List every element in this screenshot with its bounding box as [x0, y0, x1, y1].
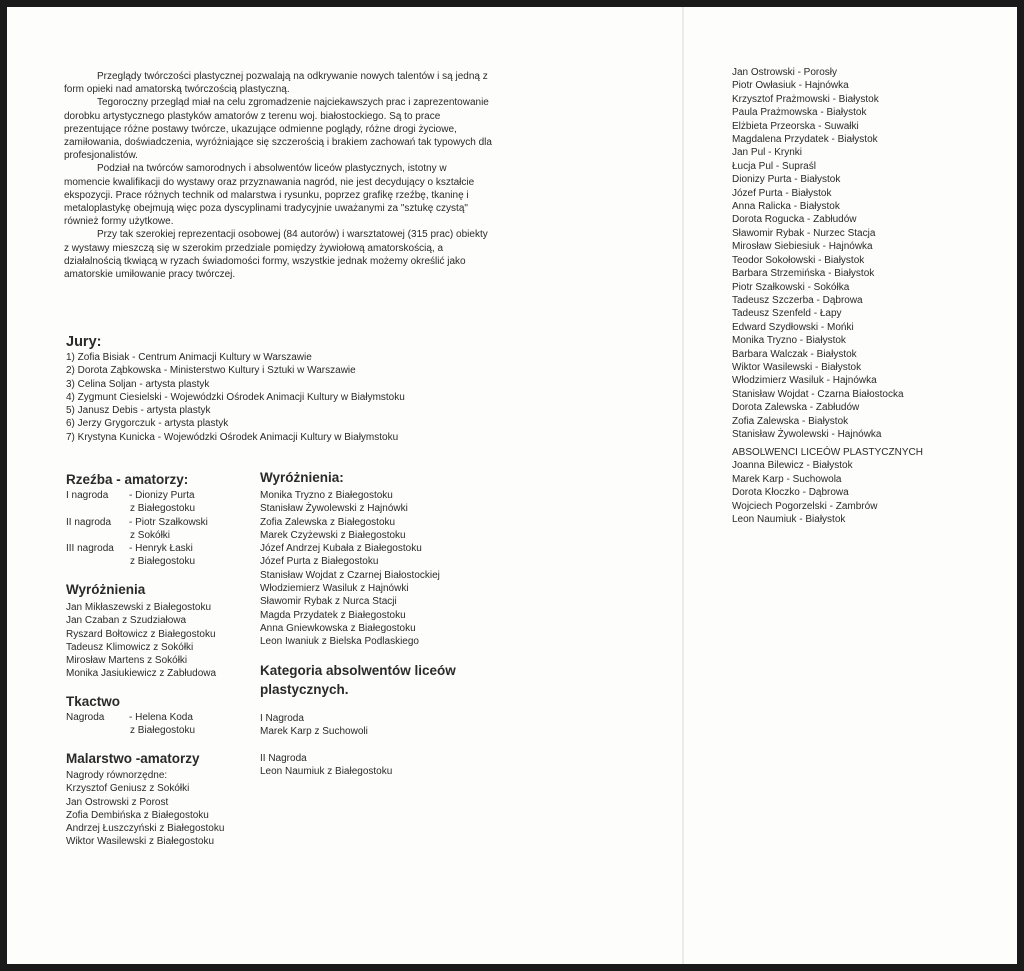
list-item: Krzysztof Prażmowski - Białystok [732, 93, 879, 105]
intro-paragraph-3: Podział na twórców samorodnych i absolwentów liceów plastycznych, istotny w momencie kwalifikacji do wystawy oraz przyznawania nagród, nie jest decydujący o kształcie ekspozycji. Prace różnych technik od malarstwa i rysunku, poprzez grafikę rzeźbę, tkaninę i metaloplastykę obejmują więc poza dyscyplinami tradycyjnie uważanymi za "sztukę czystą" również formy użytkowe. [64, 163, 475, 228]
list-item: Marek Karp - Suchowola [732, 473, 842, 485]
tkactwo-heading: Tkactwo [66, 694, 121, 709]
intro-paragraph-2: Tegoroczny przegląd miał na celu zgromadzenie najciekawszych prac i zaprezentowanie dorobku artystycznego plastyków amatorów z terenu woj. białostockiego. Są to prace prezentujące różne postawy twórcze, ukazujące odmienne poglądy, różne drogi życiowe, zamiłowania, doświadczenia, wyróżniające się szczerością i brakiem zachowań tak typowych dla profesjonalistów. [64, 97, 492, 162]
list-item: Paula Prażmowska - Białystok [732, 107, 867, 119]
list-item: Wiktor Wasilewski - Białystok [732, 361, 862, 373]
award-rank: I nagroda [66, 490, 109, 501]
list-item: Łucja Pul - Supraśl [732, 160, 816, 172]
list-item: Jan Pul - Krynki [732, 147, 803, 159]
award-rank: I Nagroda [260, 713, 304, 724]
award-place: z Białegostoku [130, 725, 196, 737]
list-item: Monika Tryzno z Białegostoku [260, 490, 393, 501]
list-item: Dorota Zalewska - Zabłudów [732, 402, 860, 414]
list-item: Barbara Strzemińska - Białystok [732, 268, 875, 280]
list-item: Leon Iwaniuk z Bielska Podlaskiego [260, 636, 419, 648]
list-item: Stanisław Wojdat z Czarnej Białostockiej [260, 569, 440, 581]
intro-text [64, 70, 492, 281]
list-item: Stanisław Żywolewski - Hajnówka [732, 428, 882, 440]
list-item: Mirosław Siebiesiuk - Hajnówka [732, 241, 873, 253]
list-item: Sławomir Rybak - Nurzec Stacja [732, 227, 876, 239]
list-item: Mirosław Martens z Sokółki [66, 655, 188, 667]
award-name: - Helena Koda [129, 712, 193, 723]
list-item: Józef Purta z Białegostoku [260, 556, 379, 568]
award-name: - Dionizy Purta [129, 490, 195, 501]
list-item: Tadeusz Szenfeld - Łapy [732, 308, 842, 320]
list-item: Stanisław Wojdat - Czarna Białostocka [732, 388, 904, 400]
award-rank: Nagroda [66, 712, 105, 723]
kategoria-award-1 [260, 712, 368, 739]
document-sheet [7, 7, 1017, 964]
list-item: Anna Ralicka - Białystok [732, 201, 840, 213]
list-item: Włodziemierz Wasiluk z Hajnówki [260, 583, 409, 595]
intro-paragraph-4: Przy tak szerokiej reprezentacji osobowej (84 autorów) i warsztatowej (315 prac) obiekty z wystawy mieszczą się w szerokim przedziale pomiędzy żywiołową amatorskością, a działalnością tkwiącą w ryzach świadomości formy, wszystkie jednak możemy określić jako amatorskie umiłowanie pracy twórczej. [64, 229, 488, 281]
tkactwo-award [66, 711, 195, 738]
list-item: Jan Czaban z Szudziałowa [66, 615, 187, 627]
kategoria-award-2 [260, 752, 392, 779]
list-item: Włodzimierz Wasiluk - Hajnówka [732, 375, 877, 387]
jury-member: 6) Jerzy Grygorczuk - artysta plastyk [66, 418, 229, 430]
list-item: Dionizy Purta - Białystok [732, 174, 841, 186]
award-name: Leon Naumiuk z Białegostoku [260, 766, 393, 778]
jury-member: 4) Zygmunt Ciesielski - Wojewódzki Ośrodek Animacji Kultury w Białymstoku [66, 391, 405, 403]
jury-member: 2) Dorota Ząbkowska - Ministerstwo Kultury i Sztuki w Warszawie [66, 365, 356, 377]
list-item: Andrzej Łuszczyński z Białegostoku [66, 823, 225, 835]
jury-member: 7) Krystyna Kunicka - Wojewódzki Ośrodek Animacji Kultury w Białymstoku [66, 431, 399, 443]
jury-member: 3) Celina Soljan - artysta plastyk [66, 378, 210, 390]
list-item: Zofia Zalewska - Białystok [732, 415, 849, 427]
list-item: Zofia Dembińska z Białegostoku [66, 809, 209, 821]
list-item: Zofia Zalewska z Białegostoku [260, 516, 396, 528]
list-item: Piotr Szałkowski - Sokółka [732, 281, 850, 293]
jury-member: 1) Zofia Bisiak - Centrum Animacji Kultury w Warszawie [66, 352, 312, 363]
list-item: Leon Naumiuk - Białystok [732, 514, 846, 526]
award-name: - Henryk Łaski [129, 543, 193, 555]
list-item: Magdalena Przydatek - Białystok [732, 134, 878, 146]
list-item: Jan Ostrowski z Porost [66, 796, 169, 808]
wyroznienia-list [66, 601, 216, 681]
wyroznienia-heading: Wyróżnienia [66, 582, 146, 597]
list-item: Edward Szydłowski - Mońki [732, 321, 854, 333]
award-rank: III nagroda [66, 543, 114, 555]
kategoria-heading: Kategoria absolwentów liceów plastycznych. [260, 663, 456, 697]
award-rank: II nagroda [66, 516, 112, 528]
list-item: Barbara Walczak - Białystok [732, 348, 857, 360]
list-item: Tadeusz Klimowicz z Sokółki [66, 641, 194, 653]
list-item: Magda Przydatek z Białegostoku [260, 609, 406, 621]
award-place: z Białegostoku [130, 503, 196, 515]
list-item: Nagrody równorzędne: [66, 770, 168, 781]
list-item: Józef Andrzej Kubała z Białegostoku [260, 543, 422, 555]
malarstwo-list [66, 769, 224, 849]
list-item: Elżbieta Przeorska - Suwałki [732, 120, 859, 132]
list-item: Sławomir Rybak z Nurca Stacji [260, 596, 397, 608]
award-name: Marek Karp z Suchowoli [260, 726, 368, 738]
list-item: Monika Jasiukiewicz z Zabłudowa [66, 668, 217, 680]
graduates-list [732, 446, 923, 526]
list-item: Jan Mikłaszewski z Białegostoku [66, 602, 212, 613]
intro-paragraph-1: Przeglądy twórczości plastycznej pozwalają na odkrywanie nowych talentów i są jedną z form opieki nad amatorską twórczością plastyczną. [64, 71, 488, 96]
list-item: Anna Gniewkowska z Białegostoku [260, 622, 416, 634]
wyroznienia-heading-2: Wyróżnienia: [260, 470, 344, 485]
award-name: - Piotr Szałkowski [129, 516, 208, 528]
list-item: Marek Czyżewski z Białegostoku [260, 529, 406, 541]
list-item: Piotr Owłasiuk - Hajnówka [732, 80, 849, 92]
jury-heading: Jury: [66, 334, 102, 350]
list-item: Tadeusz Szczerba - Dąbrowa [732, 294, 863, 306]
rzezba-heading: Rzeźba - amatorzy: [66, 472, 189, 487]
page-fold [682, 7, 684, 964]
jury-member: 5) Janusz Debis - artysta plastyk [66, 405, 211, 417]
list-item: Teodor Sokołowski - Białystok [732, 254, 865, 266]
wyroznienia-list-2 [260, 489, 440, 649]
participants-list [732, 66, 904, 441]
list-item: Ryszard Bołtowicz z Białegostoku [66, 628, 216, 640]
rzezba-awards [66, 489, 208, 569]
list-item: Stanisław Żywolewski z Hajnówki [260, 503, 408, 515]
list-item: Monika Tryzno - Białystok [732, 335, 846, 347]
list-item: Jan Ostrowski - Porosły [732, 67, 838, 78]
list-item: Dorota Kłoczko - Dąbrowa [732, 487, 849, 499]
award-place: z Białegostoku [130, 556, 196, 568]
list-item: Wojciech Pogorzelski - Zambrów [732, 500, 878, 512]
list-item: Wiktor Wasilewski z Białegostoku [66, 836, 215, 848]
list-item: Joanna Bilewicz - Białystok [732, 460, 853, 472]
graduates-heading: ABSOLWENCI LICEÓW PLASTYCZNYCH [732, 447, 923, 458]
list-item: Józef Purta - Białystok [732, 187, 832, 199]
award-rank: II Nagroda [260, 753, 307, 764]
jury-list [66, 351, 405, 444]
malarstwo-heading: Malarstwo -amatorzy [66, 751, 200, 766]
list-item: Krzysztof Geniusz z Sokółki [66, 783, 190, 795]
award-place: z Sokółki [130, 529, 171, 541]
list-item: Dorota Rogucka - Zabłudów [732, 214, 857, 226]
